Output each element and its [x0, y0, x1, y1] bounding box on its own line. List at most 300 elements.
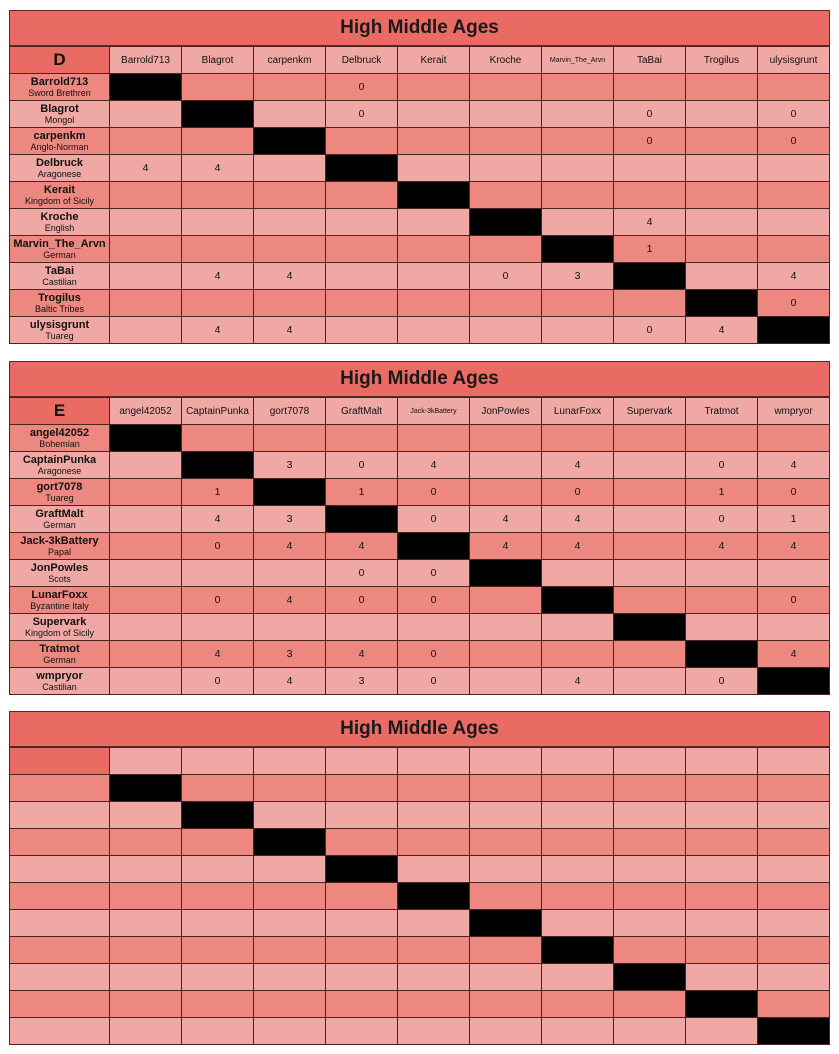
- score-cell: [182, 614, 254, 641]
- score-cell: [686, 587, 758, 614]
- score-cell: [398, 775, 470, 802]
- row-header: [10, 74, 110, 101]
- score-cell: [110, 479, 182, 506]
- player-name: Supervark: [32, 615, 87, 628]
- score-cell: [542, 802, 614, 829]
- row-header: [10, 128, 110, 155]
- score-cell: [686, 775, 758, 802]
- score-cell: [398, 1018, 470, 1045]
- diagonal-cell: [758, 1018, 830, 1045]
- player-civ: German: [43, 249, 76, 260]
- score-cell: [110, 263, 182, 290]
- score-cell: [542, 155, 614, 182]
- score-cell: [326, 910, 398, 937]
- score-cell: 3: [326, 668, 398, 695]
- score-cell: [182, 964, 254, 991]
- score-cell: 4: [542, 506, 614, 533]
- score-cell: [758, 614, 830, 641]
- table-row: [10, 479, 830, 506]
- score-cell: [254, 101, 326, 128]
- column-header: gort7078: [254, 398, 326, 425]
- score-cell: [254, 290, 326, 317]
- results-grid: [9, 747, 830, 1045]
- score-cell: [542, 910, 614, 937]
- column-header: carpenkm: [254, 47, 326, 74]
- score-cell: [686, 182, 758, 209]
- score-cell: 0: [398, 587, 470, 614]
- score-cell: [758, 991, 830, 1018]
- score-cell: [758, 425, 830, 452]
- score-cell: [686, 910, 758, 937]
- column-header: Marvin_The_Arvn: [542, 47, 614, 74]
- diagonal-cell: [254, 829, 326, 856]
- score-cell: [398, 209, 470, 236]
- score-cell: [326, 802, 398, 829]
- score-cell: [758, 155, 830, 182]
- score-cell: 4: [470, 506, 542, 533]
- player-civ: Kingdom of Sicily: [24, 195, 95, 206]
- score-cell: [470, 128, 542, 155]
- score-cell: [398, 614, 470, 641]
- diagonal-cell: [470, 209, 542, 236]
- score-cell: 4: [542, 452, 614, 479]
- score-cell: [470, 452, 542, 479]
- table-row: [10, 614, 830, 641]
- score-cell: [758, 802, 830, 829]
- score-cell: [614, 74, 686, 101]
- group-letter: [10, 748, 110, 775]
- score-cell: [470, 182, 542, 209]
- diagonal-cell: [614, 614, 686, 641]
- player-name: wmpryor: [36, 669, 83, 682]
- player-civ: English: [44, 222, 75, 233]
- player-name: Marvin_The_Arvn: [13, 237, 106, 250]
- score-cell: 4: [182, 506, 254, 533]
- score-cell: [326, 425, 398, 452]
- score-cell: 0: [470, 263, 542, 290]
- score-cell: [182, 937, 254, 964]
- score-cell: [470, 479, 542, 506]
- row-header: [10, 479, 110, 506]
- score-cell: [326, 263, 398, 290]
- score-cell: 4: [758, 533, 830, 560]
- score-cell: 4: [686, 317, 758, 344]
- score-cell: [614, 452, 686, 479]
- column-header: JonPowles: [470, 398, 542, 425]
- score-cell: 0: [398, 560, 470, 587]
- score-cell: [254, 614, 326, 641]
- score-cell: [254, 964, 326, 991]
- score-cell: [470, 802, 542, 829]
- score-cell: [542, 128, 614, 155]
- score-cell: [110, 641, 182, 668]
- column-header: Blagrot: [182, 47, 254, 74]
- score-cell: [686, 1018, 758, 1045]
- score-cell: [614, 506, 686, 533]
- player-civ: Mongol: [44, 114, 75, 125]
- score-cell: [614, 560, 686, 587]
- score-cell: 0: [758, 479, 830, 506]
- diagonal-cell: [326, 155, 398, 182]
- score-cell: [182, 182, 254, 209]
- score-cell: [614, 587, 686, 614]
- table-row: [10, 209, 830, 236]
- score-cell: [542, 829, 614, 856]
- player-name: Trogilus: [38, 291, 81, 304]
- score-cell: [614, 533, 686, 560]
- score-cell: [182, 829, 254, 856]
- column-header: Kroche: [470, 47, 542, 74]
- player-civ: Tuareg: [45, 330, 74, 341]
- score-cell: [614, 641, 686, 668]
- column-header: [254, 748, 326, 775]
- score-cell: [182, 209, 254, 236]
- diagonal-cell: [110, 74, 182, 101]
- score-cell: [470, 775, 542, 802]
- score-cell: [398, 425, 470, 452]
- score-cell: [758, 775, 830, 802]
- score-cell: [614, 856, 686, 883]
- score-cell: [182, 775, 254, 802]
- table-row: [10, 506, 830, 533]
- player-civ: Castilian: [42, 276, 77, 287]
- score-cell: 3: [254, 506, 326, 533]
- score-cell: [398, 317, 470, 344]
- score-cell: [110, 128, 182, 155]
- score-cell: [686, 236, 758, 263]
- row-header: [10, 964, 110, 991]
- score-cell: [254, 802, 326, 829]
- score-cell: [614, 883, 686, 910]
- row-header: [10, 533, 110, 560]
- score-cell: [110, 506, 182, 533]
- score-cell: [614, 290, 686, 317]
- player-name: JonPowles: [30, 561, 89, 574]
- diagonal-cell: [686, 641, 758, 668]
- diagonal-cell: [542, 236, 614, 263]
- row-header: [10, 883, 110, 910]
- score-cell: [254, 155, 326, 182]
- score-cell: 0: [614, 101, 686, 128]
- score-cell: [254, 856, 326, 883]
- score-cell: 0: [398, 479, 470, 506]
- score-cell: [326, 775, 398, 802]
- table-row: [10, 155, 830, 182]
- score-cell: [398, 829, 470, 856]
- score-cell: [110, 829, 182, 856]
- row-header: [10, 290, 110, 317]
- score-cell: [182, 236, 254, 263]
- score-cell: [614, 775, 686, 802]
- score-cell: [758, 883, 830, 910]
- diagonal-cell: [758, 668, 830, 695]
- score-cell: 0: [326, 101, 398, 128]
- row-header: [10, 155, 110, 182]
- score-cell: [398, 74, 470, 101]
- score-cell: [470, 829, 542, 856]
- score-cell: [398, 910, 470, 937]
- diagonal-cell: [470, 910, 542, 937]
- score-cell: [686, 425, 758, 452]
- player-civ: Anglo-Norman: [30, 141, 89, 152]
- player-name: Barrold713: [30, 75, 89, 88]
- column-header: [470, 748, 542, 775]
- score-cell: [758, 236, 830, 263]
- score-cell: [254, 910, 326, 937]
- player-civ: Scots: [48, 573, 71, 584]
- score-cell: [182, 856, 254, 883]
- score-cell: 0: [326, 74, 398, 101]
- group-letter: E: [10, 398, 110, 425]
- score-cell: [254, 209, 326, 236]
- score-cell: [542, 964, 614, 991]
- score-cell: [110, 209, 182, 236]
- score-cell: [254, 236, 326, 263]
- empty-group-table: [9, 711, 830, 1045]
- row-header: [10, 317, 110, 344]
- score-cell: [542, 317, 614, 344]
- table-row: [10, 910, 830, 937]
- score-cell: [470, 587, 542, 614]
- score-cell: [758, 560, 830, 587]
- score-cell: 0: [182, 587, 254, 614]
- column-header: CaptainPunka: [182, 398, 254, 425]
- row-header: [10, 560, 110, 587]
- row-header: [10, 937, 110, 964]
- column-header: ulysisgrunt: [758, 47, 830, 74]
- column-header: Trogilus: [686, 47, 758, 74]
- score-cell: [326, 290, 398, 317]
- score-cell: [470, 883, 542, 910]
- score-cell: 3: [542, 263, 614, 290]
- row-header: [10, 452, 110, 479]
- score-cell: [614, 802, 686, 829]
- score-cell: [614, 829, 686, 856]
- score-cell: [182, 74, 254, 101]
- score-cell: 0: [758, 128, 830, 155]
- player-civ: Aragonese: [37, 168, 82, 179]
- diagonal-cell: [542, 937, 614, 964]
- score-cell: 4: [542, 533, 614, 560]
- table-row: [10, 128, 830, 155]
- score-cell: [542, 991, 614, 1018]
- player-name: GraftMalt: [35, 507, 84, 520]
- table-row: [10, 101, 830, 128]
- score-cell: [254, 883, 326, 910]
- column-header: Supervark: [614, 398, 686, 425]
- score-cell: [110, 614, 182, 641]
- player-civ: Sword Brethren: [28, 87, 91, 98]
- score-cell: [470, 991, 542, 1018]
- column-header: wmpryor: [758, 398, 830, 425]
- score-cell: [542, 182, 614, 209]
- player-name: Delbruck: [35, 156, 84, 169]
- score-cell: 0: [542, 479, 614, 506]
- table-title: High Middle Ages: [9, 711, 830, 747]
- table-row: [10, 641, 830, 668]
- score-cell: [470, 937, 542, 964]
- column-header: Barrold713: [110, 47, 182, 74]
- score-cell: [110, 182, 182, 209]
- score-cell: 4: [542, 668, 614, 695]
- table-title: High Middle Ages: [9, 361, 830, 397]
- player-civ: Tuareg: [45, 492, 74, 503]
- score-cell: [398, 856, 470, 883]
- player-civ: German: [43, 654, 76, 665]
- score-cell: 1: [686, 479, 758, 506]
- column-header: [758, 748, 830, 775]
- score-cell: [758, 856, 830, 883]
- player-civ: Byzantine Italy: [30, 600, 89, 611]
- score-cell: 4: [254, 263, 326, 290]
- score-cell: [326, 829, 398, 856]
- score-cell: [326, 128, 398, 155]
- score-cell: [686, 829, 758, 856]
- score-cell: [542, 775, 614, 802]
- column-header: GraftMalt: [326, 398, 398, 425]
- score-cell: 0: [614, 317, 686, 344]
- player-name: ulysisgrunt: [29, 318, 90, 331]
- row-header: [10, 263, 110, 290]
- score-cell: [542, 856, 614, 883]
- score-cell: [614, 910, 686, 937]
- score-cell: 4: [182, 155, 254, 182]
- row-header: [10, 587, 110, 614]
- score-cell: 0: [398, 506, 470, 533]
- score-cell: 0: [686, 452, 758, 479]
- table-row: [10, 829, 830, 856]
- group-e-table: [9, 361, 830, 695]
- score-cell: 3: [254, 641, 326, 668]
- score-cell: [686, 802, 758, 829]
- score-cell: [398, 991, 470, 1018]
- score-cell: [254, 991, 326, 1018]
- player-civ: Castilian: [42, 681, 77, 692]
- player-name: carpenkm: [33, 129, 86, 142]
- diagonal-cell: [398, 533, 470, 560]
- diagonal-cell: [182, 101, 254, 128]
- score-cell: [110, 533, 182, 560]
- player-name: Tratmot: [39, 642, 80, 655]
- diagonal-cell: [758, 317, 830, 344]
- table-row: [10, 452, 830, 479]
- score-cell: [326, 209, 398, 236]
- score-cell: 4: [182, 263, 254, 290]
- diagonal-cell: [470, 560, 542, 587]
- table-row: [10, 964, 830, 991]
- score-cell: [470, 155, 542, 182]
- score-cell: 4: [614, 209, 686, 236]
- diagonal-cell: [542, 587, 614, 614]
- score-cell: [398, 155, 470, 182]
- score-cell: [398, 263, 470, 290]
- table-row: [10, 560, 830, 587]
- score-cell: [686, 856, 758, 883]
- row-header: [10, 425, 110, 452]
- score-cell: [758, 910, 830, 937]
- group-d-table: [9, 10, 830, 344]
- score-cell: [686, 74, 758, 101]
- column-header: [326, 748, 398, 775]
- column-header: LunarFoxx: [542, 398, 614, 425]
- score-cell: 0: [758, 587, 830, 614]
- column-header: TaBai: [614, 47, 686, 74]
- score-cell: 0: [758, 290, 830, 317]
- score-cell: 4: [758, 452, 830, 479]
- score-cell: [470, 964, 542, 991]
- score-cell: 0: [614, 128, 686, 155]
- score-cell: 4: [398, 452, 470, 479]
- score-cell: [470, 856, 542, 883]
- player-civ: Bohemian: [39, 438, 80, 449]
- row-header: [10, 802, 110, 829]
- player-name: Blagrot: [40, 102, 79, 115]
- score-cell: [686, 263, 758, 290]
- table-row: [10, 425, 830, 452]
- row-header: [10, 910, 110, 937]
- results-grid: [9, 46, 830, 344]
- row-header: [10, 991, 110, 1018]
- score-cell: [542, 641, 614, 668]
- table-row: [10, 263, 830, 290]
- score-cell: [182, 560, 254, 587]
- player-name: LunarFoxx: [31, 588, 88, 601]
- score-cell: [398, 128, 470, 155]
- score-cell: 1: [182, 479, 254, 506]
- score-cell: [542, 209, 614, 236]
- score-cell: [542, 614, 614, 641]
- score-cell: [110, 668, 182, 695]
- score-cell: [686, 209, 758, 236]
- player-civ: German: [43, 519, 76, 530]
- score-cell: [254, 425, 326, 452]
- score-cell: [542, 425, 614, 452]
- score-cell: [614, 425, 686, 452]
- table-row: [10, 991, 830, 1018]
- score-cell: [614, 937, 686, 964]
- score-cell: [542, 1018, 614, 1045]
- score-cell: 4: [470, 533, 542, 560]
- diagonal-cell: [110, 775, 182, 802]
- diagonal-cell: [614, 964, 686, 991]
- column-header: [542, 748, 614, 775]
- score-cell: [470, 668, 542, 695]
- score-cell: [110, 560, 182, 587]
- score-cell: [398, 802, 470, 829]
- score-cell: 0: [182, 533, 254, 560]
- score-cell: [254, 775, 326, 802]
- diagonal-cell: [182, 452, 254, 479]
- diagonal-cell: [398, 182, 470, 209]
- score-cell: [182, 425, 254, 452]
- player-civ: Papal: [47, 546, 72, 557]
- score-cell: 4: [254, 533, 326, 560]
- score-cell: [254, 937, 326, 964]
- score-cell: [110, 236, 182, 263]
- score-cell: [542, 74, 614, 101]
- score-cell: [470, 74, 542, 101]
- score-cell: [182, 290, 254, 317]
- score-cell: [470, 425, 542, 452]
- row-header: [10, 101, 110, 128]
- score-cell: [110, 290, 182, 317]
- score-cell: [758, 182, 830, 209]
- score-cell: 0: [182, 668, 254, 695]
- score-cell: [686, 964, 758, 991]
- row-header: [10, 506, 110, 533]
- score-cell: 4: [758, 641, 830, 668]
- score-cell: [758, 829, 830, 856]
